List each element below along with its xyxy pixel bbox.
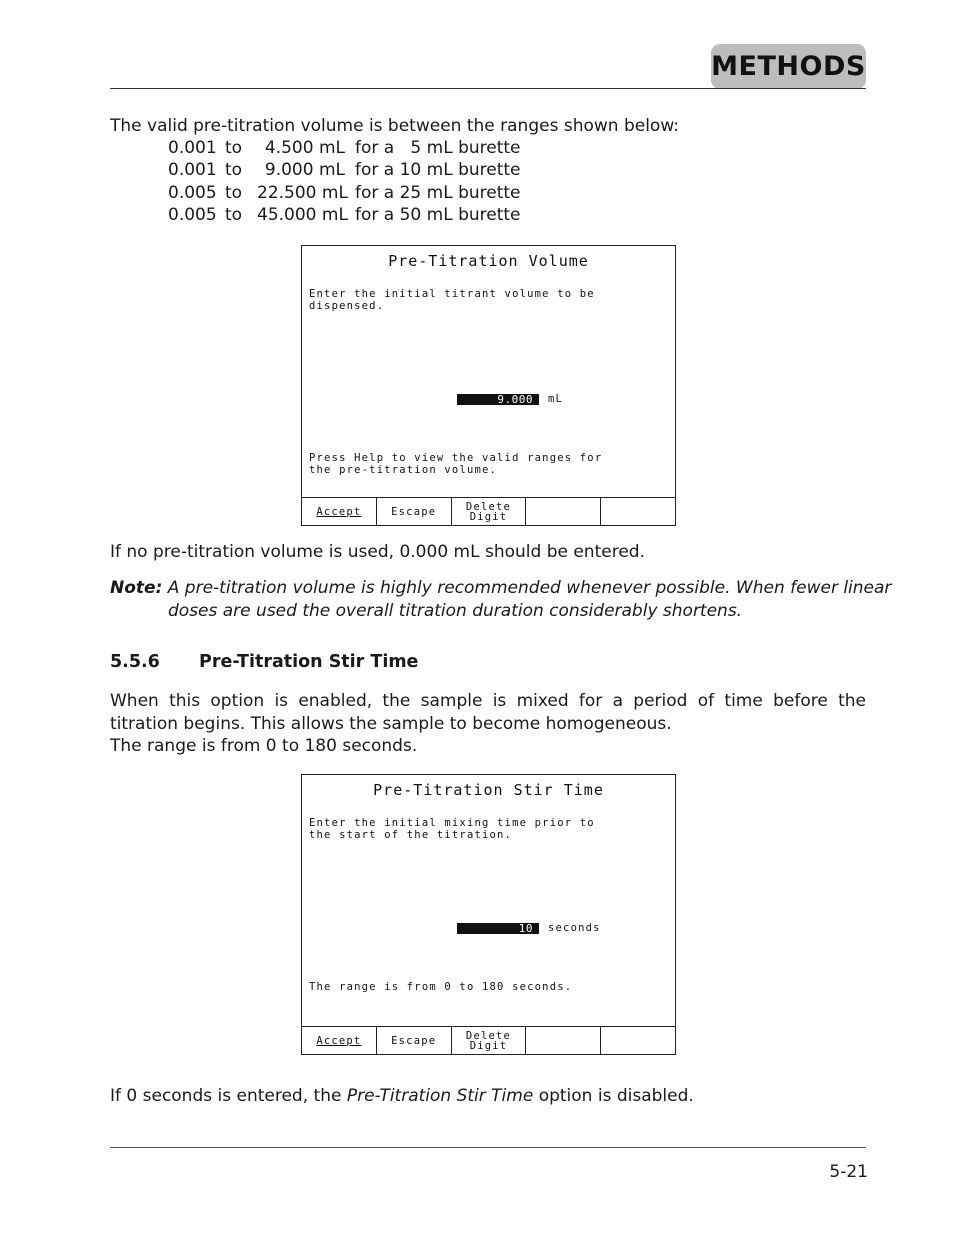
range-min: 0.001 [168,138,217,158]
range-max: 4.500 mL [264,138,345,158]
delete-digit-button[interactable]: Delete Digit [452,498,527,525]
range-to: to [225,204,243,225]
final-text-after: option is disabled. [533,1086,694,1106]
softkey-5[interactable] [601,1027,675,1054]
screen-help-text: The range is from 0 to 180 seconds. [309,981,573,993]
escape-button[interactable]: Escape [377,498,452,525]
note-block [110,577,892,622]
accept-button[interactable] [302,498,377,525]
stir-time-input[interactable]: 10 [457,923,539,934]
footer-divider [110,1147,866,1148]
softkey-bar [302,1026,675,1054]
note-line2: doses are used the overall titration duration considerably shortens. [168,600,743,621]
range-note: for a 25 mL burette [355,182,521,203]
screen-help-text: Press Help to view the valid ranges for the pre-titration volume. [309,452,603,476]
range-max: 22.500 mL [257,182,348,203]
delete-digit-button[interactable]: Delete Digit [452,1027,527,1054]
softkey-4[interactable] [526,1027,601,1054]
no-volume-text: If no pre-titration volume is used, 0.000 mL should be entered. [110,542,645,562]
range-note: for a 50 mL burette [355,204,521,225]
accept-label: Accept [316,1034,362,1047]
section-title: Pre-Titration Stir Time [199,652,419,672]
escape-button[interactable]: Escape [377,1027,452,1054]
note-line1: A pre-titration volume is highly recommended whenever possible. When fewer linear [162,578,892,598]
final-text-before: If 0 seconds is entered, the [110,1086,347,1106]
range-min: 0.005 [168,182,217,203]
range-to: to [225,138,243,158]
final-text-option-name: Pre-Titration Stir Time [346,1086,534,1106]
screen-prompt: Enter the initial mixing time prior to the start of the titration. [309,817,595,841]
accept-label: Accept [316,505,362,518]
volume-unit: mL [548,393,564,405]
range-to: to [225,160,243,181]
range-max: 45.000 mL [257,204,348,225]
header-divider [110,88,866,89]
range-row [168,182,521,204]
range-note: for a 5 mL burette [355,138,521,158]
range-min: 0.005 [168,204,217,225]
range-row [168,204,521,226]
intro-text: The valid pre-titration volume is between the ranges shown below: [110,116,680,136]
range-row [168,137,521,159]
volume-input[interactable]: 9.000 [457,394,539,405]
pre-titration-volume-screen [301,245,676,526]
softkey-bar [302,497,675,525]
range-table [168,137,521,226]
range-to: to [225,182,243,203]
pre-titration-stir-time-screen [301,774,676,1055]
section-paragraph [110,690,866,758]
range-note: for a 10 mL burette [355,160,521,181]
screen-prompt: Enter the initial titrant volume to be dispensed. [309,288,595,312]
softkey-5[interactable] [601,498,675,525]
accept-button[interactable] [302,1027,377,1054]
section-number: 5.5.6 [110,652,160,672]
stir-time-unit: seconds [548,922,601,934]
section-badge: METHODS [711,44,866,89]
screen-title: Pre-Titration Volume [388,252,589,270]
section-description: When this option is enabled, the sample is mixed for a period of time before the titration begins. This allows the sample to become homogeneous. [110,691,866,734]
softkey-4[interactable] [526,498,601,525]
final-text [110,1085,694,1108]
screen-title: Pre-Titration Stir Time [373,781,604,799]
note-label: Note: [110,578,163,598]
section-heading [110,652,418,672]
range-row [168,159,521,181]
section-range-text: The range is from 0 to 180 seconds. [110,736,418,756]
range-max: 9.000 mL [264,160,345,181]
page-number: 5-21 [829,1162,868,1182]
range-min: 0.001 [168,160,217,181]
